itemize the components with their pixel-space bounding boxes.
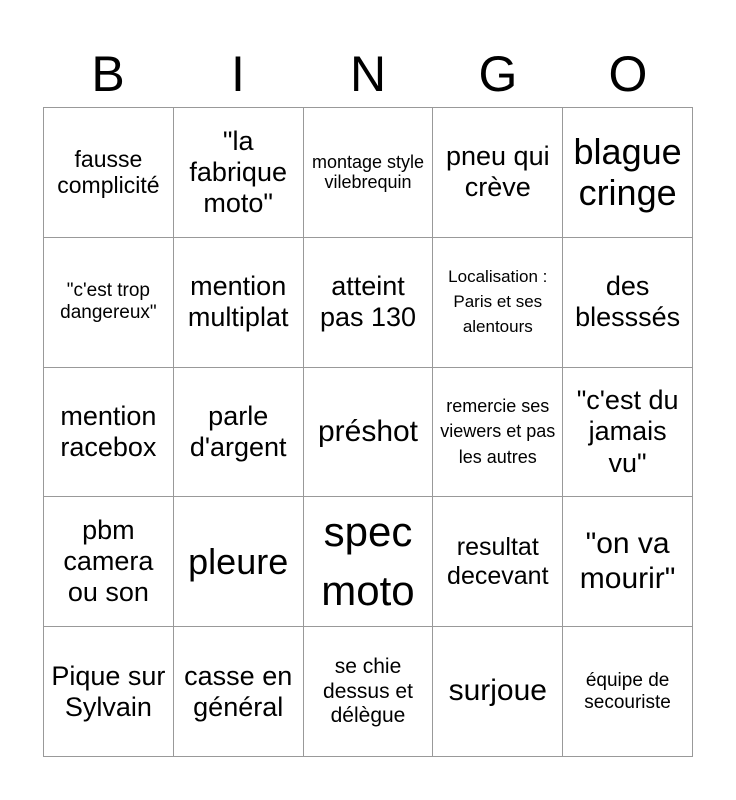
cell-text: "la fabrique moto" (189, 125, 287, 218)
cell-text: se chie dessus et délègue (323, 655, 413, 727)
bingo-cell-r1-c5[interactable] (563, 108, 693, 238)
bingo-cell-r3-c1[interactable] (44, 368, 174, 498)
bingo-cell-r2-c2[interactable] (174, 238, 304, 368)
bingo-cell-r4-c5[interactable] (563, 497, 693, 627)
bingo-cell-r2-c1[interactable] (44, 238, 174, 368)
bingo-cell-r1-c1[interactable] (44, 108, 174, 238)
header-letter-g: G (478, 46, 518, 102)
bingo-cell-r5-c4[interactable] (433, 627, 563, 757)
cell-text: "c'est trop dangereux" (60, 280, 157, 324)
cell-text: casse en général (184, 660, 293, 722)
cell-text: Localisation : Paris et ses alentours (448, 267, 548, 336)
cell-text: "on va mourir" (579, 527, 676, 595)
bingo-cell-r2-c5[interactable] (563, 238, 693, 368)
cell-text: spec moto (321, 507, 415, 614)
cell-text: remercie ses viewers et pas les autres (440, 396, 556, 467)
cell-text: parle d'argent (189, 400, 287, 462)
bingo-cell-r4-c1[interactable] (44, 497, 174, 627)
header-letter-i: I (231, 46, 245, 102)
cell-text: préshot (317, 414, 419, 448)
header-letter-n: N (349, 46, 387, 102)
bingo-cell-r3-c5[interactable] (563, 368, 693, 498)
bingo-cell-r2-c4[interactable] (433, 238, 563, 368)
cell-text: pbm camera ou son (63, 515, 154, 608)
cell-text: resultat decevant (447, 533, 549, 590)
bingo-cell-r3-c4[interactable] (433, 368, 563, 498)
cell-text: Pique sur Sylvain (51, 660, 166, 722)
cell-text: "c'est du jamais vu" (576, 385, 679, 478)
bingo-cell-r5-c5[interactable] (563, 627, 693, 757)
bingo-cell-r5-c1[interactable] (44, 627, 174, 757)
bingo-grid (43, 107, 693, 757)
cell-text: des blesssés (575, 271, 681, 333)
cell-text: mention racebox (60, 400, 157, 462)
bingo-cell-r2-c3[interactable] (304, 238, 434, 368)
bingo-cell-r1-c3[interactable] (304, 108, 434, 238)
bingo-cell-r4-c3[interactable] (304, 497, 434, 627)
cell-text: mention multiplat (187, 271, 289, 333)
bingo-cell-r3-c2[interactable] (174, 368, 304, 498)
bingo-cell-r5-c3[interactable] (304, 627, 434, 757)
header-letter-o: O (608, 46, 648, 102)
bingo-cell-r4-c4[interactable] (433, 497, 563, 627)
cell-text: blague cringe (573, 131, 682, 214)
cell-text: surjoue (448, 674, 547, 708)
bingo-cell-r3-c3[interactable] (304, 368, 434, 498)
cell-text: fausse complicité (57, 145, 160, 199)
bingo-cell-r1-c4[interactable] (433, 108, 563, 238)
cell-text: pleure (188, 541, 289, 583)
cell-text: montage style vilebrequin (311, 151, 425, 193)
bingo-cell-r1-c2[interactable] (174, 108, 304, 238)
cell-text: atteint pas 130 (319, 271, 417, 333)
cell-text: équipe de secouriste (584, 669, 671, 713)
header-letter-b: B (91, 46, 125, 102)
bingo-cell-r5-c2[interactable] (174, 627, 304, 757)
bingo-header (43, 40, 693, 108)
cell-text: pneu qui crève (445, 141, 550, 203)
bingo-cell-r4-c2[interactable] (174, 497, 304, 627)
